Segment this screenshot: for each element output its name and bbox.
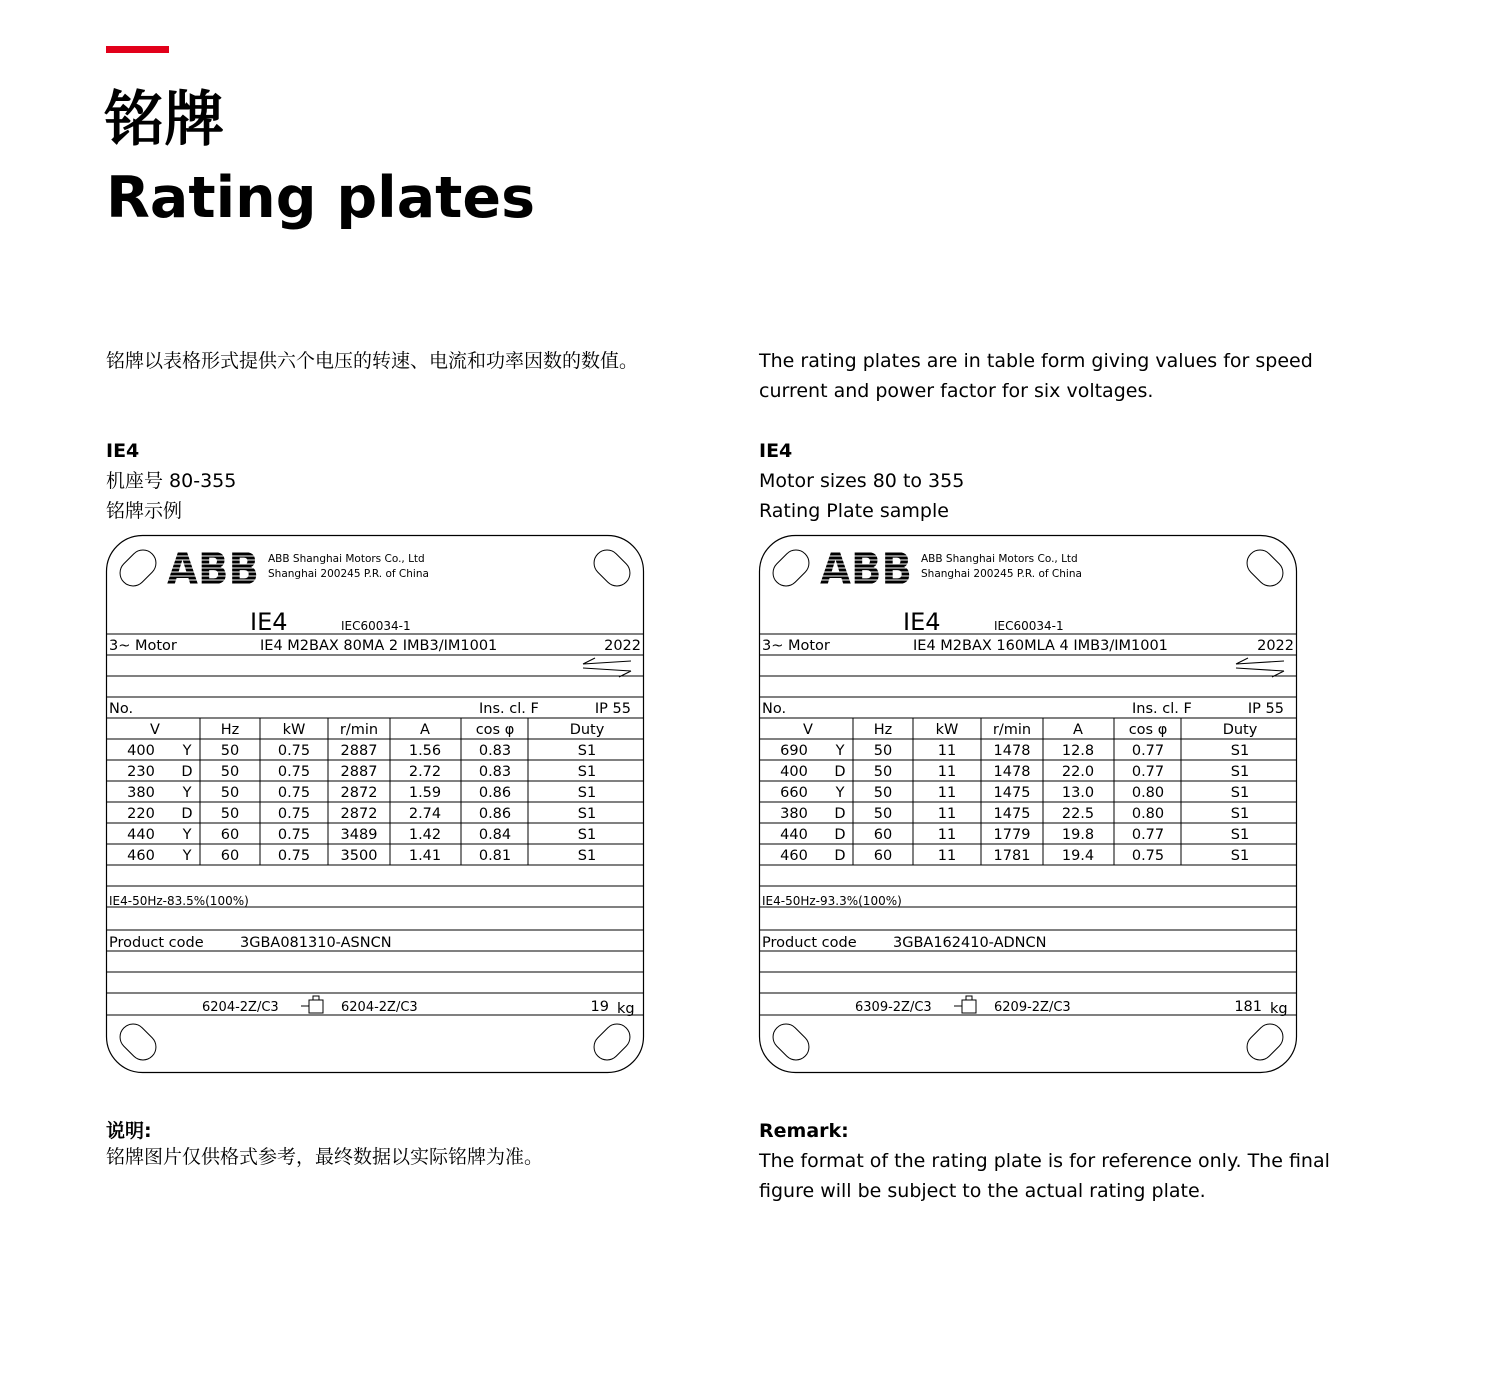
- table-cell: 2872: [340, 806, 378, 822]
- table-cell: 230: [127, 764, 155, 780]
- table-cell: 50: [873, 785, 893, 801]
- table-header: A: [1073, 722, 1083, 738]
- table-header: Hz: [873, 722, 893, 738]
- table-cell: 1.41: [408, 848, 442, 864]
- table-cell: S1: [1230, 743, 1250, 759]
- plate-outline: [760, 536, 1297, 1073]
- table-cell: S1: [577, 743, 597, 759]
- mounting-hole-1: [115, 545, 162, 592]
- table-header: Duty: [1222, 722, 1258, 738]
- motor-type: IE4 M2BAX 160MLA 4 IMB3/IM1001: [913, 638, 1168, 654]
- page-title-zh: 铭牌: [104, 85, 224, 155]
- table-cell: 60: [220, 827, 240, 843]
- bearing-de: 6204-2Z/C3: [202, 1000, 279, 1015]
- table-cell: 2.74: [408, 806, 442, 822]
- table-cell: S1: [577, 764, 597, 780]
- rotation-arrow-icon: [1236, 658, 1284, 677]
- table-cell: 440: [127, 827, 155, 843]
- table-cell: 1779: [993, 827, 1031, 843]
- manufacture-year: 2022: [604, 638, 641, 654]
- table-cell: 2.72: [408, 764, 442, 780]
- table-cell: 50: [873, 743, 893, 759]
- product-code: 3GBA162410-ADNCN: [893, 935, 1047, 951]
- remark-text-en-line2: figure will be subject to the actual rating plate.: [759, 1180, 1206, 1202]
- table-cell: Y: [182, 785, 192, 801]
- table-header: kW: [282, 722, 306, 738]
- table-header: Duty: [569, 722, 605, 738]
- insulation-class: Ins. cl. F: [479, 701, 539, 717]
- product-code-label: Product code: [109, 935, 204, 951]
- right-section-label: IE4: [759, 440, 793, 462]
- rotation-arrow-icon: [583, 658, 631, 677]
- left-section-label: IE4: [106, 440, 140, 462]
- table-cell: S1: [577, 848, 597, 864]
- remark-text-zh: 铭牌图片仅供格式参考，最终数据以实际铭牌为准。: [106, 1146, 544, 1168]
- bearing-nde: 6204-2Z/C3: [341, 1000, 418, 1015]
- insulation-class: Ins. cl. F: [1132, 701, 1192, 717]
- table-cell: 22.0: [1061, 764, 1095, 780]
- product-code: 3GBA081310-ASNCN: [240, 935, 392, 951]
- intro-text-zh: 铭牌以表格形式提供六个电压的转速、电流和功率因数的数值。: [106, 350, 639, 372]
- table-cell: 11: [937, 806, 957, 822]
- mounting-hole-4: [1242, 1019, 1289, 1066]
- table-cell: 690: [780, 743, 808, 759]
- table-cell: 3489: [340, 827, 378, 843]
- table-cell: 13.0: [1061, 785, 1095, 801]
- table-cell: 0.75: [277, 743, 311, 759]
- table-cell: 2887: [340, 764, 378, 780]
- left-section-line1: 机座号 80-355: [106, 470, 237, 492]
- table-cell: Y: [835, 785, 845, 801]
- weight-value: 19: [590, 999, 609, 1015]
- table-header: Hz: [220, 722, 240, 738]
- rating-plate-2: [758, 534, 1298, 1074]
- motor-label: 3~ Motor: [109, 638, 177, 654]
- accent-bar: [106, 46, 169, 53]
- table-cell: Y: [182, 827, 192, 843]
- table-cell: 0.83: [478, 764, 512, 780]
- table-header: A: [420, 722, 430, 738]
- table-cell: 50: [220, 764, 240, 780]
- table-cell: D: [181, 806, 193, 822]
- weight-unit: kg: [1270, 1001, 1288, 1017]
- table-cell: 380: [127, 785, 155, 801]
- standard: IEC60034-1: [994, 619, 1064, 633]
- table-cell: 1478: [993, 743, 1031, 759]
- rotation-arrow-path: [1236, 658, 1284, 677]
- table-cell: 1781: [993, 848, 1031, 864]
- abb-logo: ABB: [820, 544, 912, 595]
- remark-text-en-line1: The format of the rating plate is for reference only. The final: [759, 1150, 1330, 1172]
- table-cell: 220: [127, 806, 155, 822]
- table-header: cos φ: [475, 722, 515, 738]
- rotation-arrow-path: [583, 658, 631, 677]
- table-cell: 380: [780, 806, 808, 822]
- weight-unit: kg: [617, 1001, 635, 1017]
- efficiency-class: IE4: [250, 608, 288, 636]
- table-cell: S1: [577, 806, 597, 822]
- table-cell: S1: [577, 827, 597, 843]
- table-cell: 0.86: [478, 806, 512, 822]
- table-cell: Y: [835, 743, 845, 759]
- table-header: kW: [935, 722, 959, 738]
- table-cell: 2872: [340, 785, 378, 801]
- table-cell: 0.75: [277, 827, 311, 843]
- mounting-hole-1: [768, 545, 815, 592]
- table-cell: 50: [873, 764, 893, 780]
- intro-text-en-line1: The rating plates are in table form giving values for speed: [759, 350, 1313, 372]
- table-cell: D: [834, 848, 846, 864]
- table-cell: 22.5: [1061, 806, 1095, 822]
- table-cell: 60: [220, 848, 240, 864]
- efficiency-rating: IE4-50Hz-83.5%(100%): [109, 894, 249, 908]
- standard: IEC60034-1: [341, 619, 411, 633]
- table-cell: 0.84: [478, 827, 512, 843]
- serial-no-label: No.: [762, 701, 787, 717]
- table-cell: 0.80: [1131, 785, 1165, 801]
- plate-drawing: [105, 534, 645, 1074]
- table-cell: S1: [1230, 848, 1250, 864]
- product-code-label: Product code: [762, 935, 857, 951]
- table-cell: 12.8: [1061, 743, 1095, 759]
- table-cell: 1475: [993, 806, 1031, 822]
- company-name: ABB Shanghai Motors Co., Ltd: [921, 553, 1078, 565]
- table-cell: Y: [182, 743, 192, 759]
- table-cell: 660: [780, 785, 808, 801]
- serial-no-label: No.: [109, 701, 134, 717]
- table-cell: 50: [873, 806, 893, 822]
- mounting-hole-3: [768, 1019, 815, 1066]
- table-cell: 0.81: [478, 848, 512, 864]
- table-cell: S1: [1230, 827, 1250, 843]
- table-cell: 1475: [993, 785, 1031, 801]
- table-cell: 60: [873, 827, 893, 843]
- table-cell: 400: [780, 764, 808, 780]
- table-cell: D: [181, 764, 193, 780]
- table-cell: 19.8: [1061, 827, 1095, 843]
- table-cell: 50: [220, 785, 240, 801]
- table-cell: 1.42: [408, 827, 442, 843]
- manufacture-year: 2022: [1257, 638, 1294, 654]
- efficiency-class: IE4: [903, 608, 941, 636]
- mounting-hole-2: [1242, 545, 1289, 592]
- table-cell: 0.77: [1131, 743, 1165, 759]
- rating-plate-1: [105, 534, 645, 1074]
- shaft-end: [954, 996, 972, 1006]
- table-cell: 11: [937, 848, 957, 864]
- left-section-line2: 铭牌示例: [106, 500, 183, 522]
- right-section-line2: Rating Plate sample: [759, 500, 949, 522]
- table-cell: 440: [780, 827, 808, 843]
- table-cell: 0.75: [277, 806, 311, 822]
- shaft-body: [309, 1000, 323, 1013]
- shaft-icon: [301, 996, 323, 1013]
- table-header: V: [150, 722, 160, 738]
- table-cell: 460: [127, 848, 155, 864]
- table-cell: 11: [937, 764, 957, 780]
- table-cell: 400: [127, 743, 155, 759]
- table-cell: D: [834, 764, 846, 780]
- table-cell: 11: [937, 785, 957, 801]
- table-cell: 50: [220, 743, 240, 759]
- table-cell: 0.75: [1131, 848, 1165, 864]
- company-address: Shanghai 200245 P.R. of China: [921, 568, 1082, 580]
- table-cell: D: [834, 827, 846, 843]
- table-cell: 0.86: [478, 785, 512, 801]
- table-cell: 11: [937, 743, 957, 759]
- table-cell: S1: [577, 785, 597, 801]
- bearing-nde: 6209-2Z/C3: [994, 1000, 1071, 1015]
- plate-outline: [107, 536, 644, 1073]
- remark-label-en: Remark:: [759, 1120, 849, 1142]
- weight-value: 181: [1234, 999, 1262, 1015]
- table-cell: 1.56: [408, 743, 442, 759]
- table-cell: 2887: [340, 743, 378, 759]
- company-name: ABB Shanghai Motors Co., Ltd: [268, 553, 425, 565]
- table-cell: S1: [1230, 806, 1250, 822]
- right-section-line1: Motor sizes 80 to 355: [759, 470, 965, 492]
- table-header: r/min: [339, 722, 379, 738]
- bearing-de: 6309-2Z/C3: [855, 1000, 932, 1015]
- table-cell: 60: [873, 848, 893, 864]
- abb-logo: ABB: [167, 544, 259, 595]
- table-cell: 0.75: [277, 764, 311, 780]
- table-cell: 50: [220, 806, 240, 822]
- table-header: V: [803, 722, 813, 738]
- mounting-hole-3: [115, 1019, 162, 1066]
- table-cell: 0.75: [277, 848, 311, 864]
- table-header: r/min: [992, 722, 1032, 738]
- table-cell: 0.77: [1131, 827, 1165, 843]
- motor-label: 3~ Motor: [762, 638, 830, 654]
- efficiency-rating: IE4-50Hz-93.3%(100%): [762, 894, 902, 908]
- company-address: Shanghai 200245 P.R. of China: [268, 568, 429, 580]
- table-cell: 1.59: [408, 785, 442, 801]
- table-cell: 19.4: [1061, 848, 1095, 864]
- remark-label-zh: 说明:: [106, 1120, 152, 1142]
- shaft-icon: [954, 996, 976, 1013]
- table-cell: 0.77: [1131, 764, 1165, 780]
- mounting-hole-4: [589, 1019, 636, 1066]
- page-title-en: Rating plates: [106, 165, 536, 231]
- table-cell: 0.80: [1131, 806, 1165, 822]
- table-cell: 0.83: [478, 743, 512, 759]
- table-cell: 1478: [993, 764, 1031, 780]
- table-cell: D: [834, 806, 846, 822]
- ip-rating: IP 55: [1247, 701, 1284, 717]
- table-cell: S1: [1230, 785, 1250, 801]
- table-cell: 460: [780, 848, 808, 864]
- table-cell: Y: [182, 848, 192, 864]
- intro-text-en-line2: current and power factor for six voltages.: [759, 380, 1154, 402]
- table-cell: 11: [937, 827, 957, 843]
- table-header: cos φ: [1128, 722, 1168, 738]
- table-cell: S1: [1230, 764, 1250, 780]
- shaft-body: [962, 1000, 976, 1013]
- plate-drawing: [758, 534, 1298, 1074]
- table-cell: 0.75: [277, 785, 311, 801]
- shaft-end: [301, 996, 319, 1006]
- motor-type: IE4 M2BAX 80MA 2 IMB3/IM1001: [260, 638, 498, 654]
- table-cell: 3500: [340, 848, 378, 864]
- mounting-hole-2: [589, 545, 636, 592]
- ip-rating: IP 55: [594, 701, 631, 717]
